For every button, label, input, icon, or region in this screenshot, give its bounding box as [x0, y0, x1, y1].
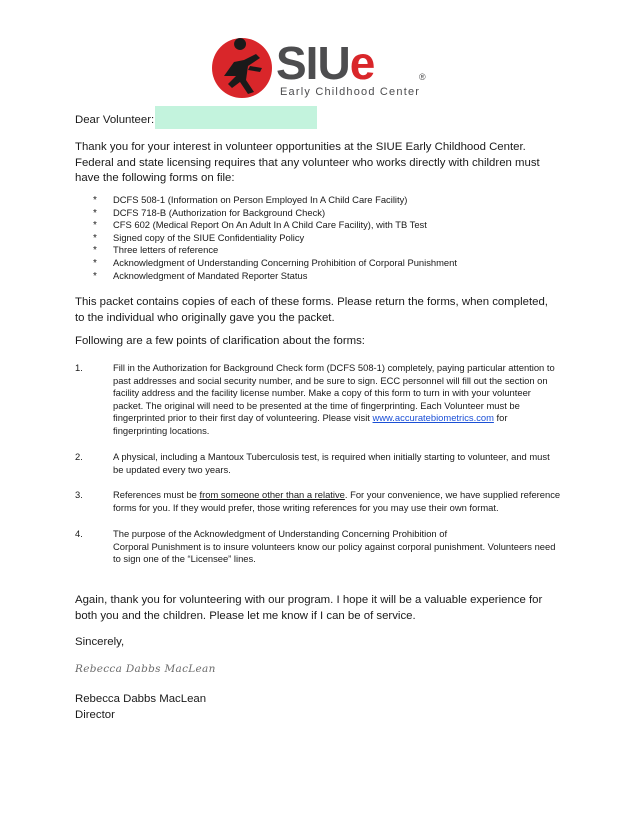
- point-1: 1. Fill in the Authorization for Background Check form (DCFS 508-1) completely, paying particular attention to past addresses and social security number, and be sure to sign. ECC personnel will fill out the section on facility address and the facility license number. Make a copy of this form to turn in with your volunteer packet. The original will need to be presented at the time of fingerprinting. Each Volunteer must be fingerprinted prior to their first day of volunteering. Please visit www.accuratebiometrics.com for fingerprinting locations.: [75, 362, 555, 436]
- child-silhouette-icon: [210, 36, 274, 100]
- point-4: 4. The purpose of the Acknowledgment of Understanding Concerning Prohibition of Corporal Punishment is to insure volunteers know our policy against corporal punishment. Volunteers need to sign one of the “Licensee” lines.: [75, 528, 556, 565]
- list-item: * DCFS 718-B (Authorization for Background Check): [93, 206, 326, 219]
- signer-title: Director: [75, 709, 115, 721]
- point-2: 2. A physical, including a Mantoux Tuberculosis test, is required when initially starting to volunteer, and must be updated every two years.: [75, 451, 550, 475]
- logo-subtitle: Early Childhood Center: [280, 86, 421, 98]
- signer-name: Rebecca Dabbs MacLean: [75, 693, 207, 705]
- registered-mark: ®: [419, 72, 426, 82]
- greeting: Dear Volunteer:: [75, 114, 155, 126]
- list-item: * Signed copy of the SIUE Confidentiality Policy: [93, 231, 305, 244]
- logo-wordmark: SIUe: [276, 37, 375, 89]
- list-item: * Acknowledgment of Mandated Reporter Status: [93, 269, 308, 282]
- handwritten-signature: Rebecca Dabbs MacLean: [75, 663, 216, 675]
- sincerely: Sincerely,: [75, 636, 125, 648]
- list-item: * Three letters of reference: [93, 244, 219, 257]
- clarification-heading: Following are a few points of clarification about the forms:: [75, 335, 365, 347]
- list-item: * Acknowledgment of Understanding Concerning Prohibition of Corporal Punishment: [93, 256, 457, 269]
- closing-paragraph: Again, thank you for volunteering with our program. I hope it will be a valuable experience for both you and the children. Please let me know if I can be of service.: [75, 594, 543, 622]
- point-3: 3. References must be from someone other than a relative. For your convenience, we have supplied reference forms for you. If they would prefer, those writing references for you may use their own format.: [75, 489, 561, 513]
- list-item: * CFS 602 (Medical Report On An Adult In A Child Care Facility), with TB Test: [93, 219, 427, 232]
- packet-paragraph: This packet contains copies of each of these forms. Please return the forms, when completed, to the individual who originally gave you the packet.: [75, 296, 548, 324]
- volunteer-name-field[interactable]: [155, 106, 317, 129]
- accuratebiometrics-link[interactable]: www.accuratebiometrics.com: [372, 412, 494, 424]
- intro-paragraph: Thank you for your interest in volunteer opportunities at the SIUE Early Childhood Center. Federal and state licensing requires that any volunteer who works directly with children must have the following forms on file:: [75, 141, 540, 184]
- siue-ecc-logo: [210, 36, 435, 102]
- list-item: * DCFS 508-1 (Information on Person Employed In A Child Care Facility): [93, 194, 408, 206]
- required-forms-list: [90, 194, 457, 282]
